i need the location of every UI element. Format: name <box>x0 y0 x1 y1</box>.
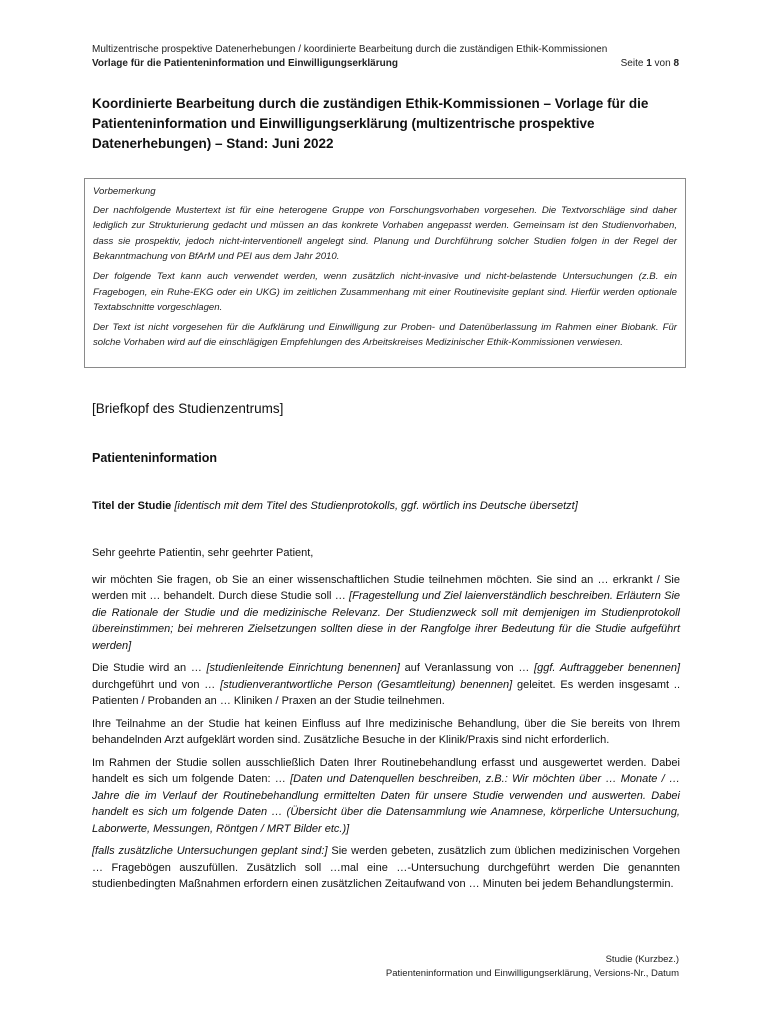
study-title-hint: [identisch mit dem Titel des Studienprotokolls, ggf. wörtlich ins Deutsche übersetzt] <box>174 500 578 512</box>
body-paragraph-2 <box>92 660 680 710</box>
p2-c: durchgeführt und von … <box>92 678 221 691</box>
body-paragraph-3: Ihre Teilnahme an der Studie hat keinen Einfluss auf Ihre medizinische Behandlung, über die Sie bereits von Ihrem behandelnden Arzt aufgeklärt worden sind. Zusätzliche Besuche in der Klinik/Praxis sind nicht erforderlich. <box>92 717 680 746</box>
p4-hint: [Daten und Datenquellen beschreiben, z.B.: Wir möchten über … Monate / … Jahre die im Verlauf der Routinebehandlung ermittelten Daten für unsere Studie verwenden und auswerten. Dabei handelt es sich um folgende Daten … (Übersicht über die Datensammlung wie Anamnese, körperliche Untersuchung, Laborwerte, Messungen, Röntgen / MRT Bilder etc.)] <box>92 773 681 835</box>
preliminary-note-box <box>84 178 686 368</box>
running-header-line2: Vorlage für die Patienteninformation und Einwilligungserklärung <box>92 58 398 69</box>
p2-a: Die Studie wird an … <box>92 662 207 674</box>
preliminary-paragraph-2: Der folgende Text kann auch verwendet werden, wenn zusätzlich nicht-invasive und nicht-belastende Untersuchungen (z.B. ein Fragebogen, ein Ruhe-EKG oder ein UKG) im zeitlichen Zusammenhang mit einer Routinevisite geplant sind. Hierfür werden optionale Textabschnitte vorgeschlagen. <box>93 270 677 314</box>
p5-hint: [falls zusätzliche Untersuchungen geplant sind:] <box>92 845 328 857</box>
page-number <box>621 58 679 69</box>
section-heading: Patienteninformation <box>92 451 218 465</box>
p1-hint: [Fragestellung und Ziel laienverständlich beschreiben. Erläutern Sie die Rationale der Studie und die medizinische Relevanz. Der Studienzweck soll mit demjenigen im Studienprotokoll übereinstimmen; bei mehreren Zielsetzungen sollten diese in der Rangfolge ihrer Bedeutung für die Studie aufgeführt werden] <box>92 590 681 652</box>
preliminary-heading: Vorbemerkung <box>93 186 156 197</box>
study-title-line <box>92 500 692 512</box>
page-mid: von <box>651 58 674 69</box>
page-current: 1 <box>646 58 652 69</box>
document-title: Koordinierte Bearbeitung durch die zuständigen Ethik-Kommissionen – Vorlage für die Patienteninformation und Einwilligungserklärung (multizentrische prospektive Datenerhebungen) – Stand: Juni 2022 <box>92 96 649 151</box>
p1-text: wir möchten Sie fragen, ob Sie an einer wissenschaftlichen Studie teilnehmen möchten. Sie sind an … erkrankt / Sie werden mit … behandelt. Durch diese Studie soll … <box>92 573 680 602</box>
p2-b: auf Veranlassung von … <box>399 662 535 674</box>
body-text <box>92 545 680 899</box>
salutation: Sehr geehrte Patientin, sehr geehrter Patient, <box>92 547 314 559</box>
p4-text: Im Rahmen der Studie sollen ausschließlich Daten Ihrer Routinebehandlung erfasst und ausgewertet werden. Dabei handelt es sich um folgende Daten: … <box>92 756 680 785</box>
p5-text: Sie werden gebeten, zusätzlich zum üblichen medizinischen Vorgehen … Fragebögen auszufüllen. Zusätzlich soll …mal eine …-Untersuchung durchgeführt werden Die genannten studienbedingten Maßnahmen erfordern einen zusätzlichen Zeitaufwand von … Minuten bei jedem Behandlungstermin. <box>92 845 680 890</box>
page-prefix: Seite <box>620 58 647 69</box>
study-title-label: Titel der Studie <box>92 500 172 512</box>
footer-line2: Patienteninformation und Einwilligungserklärung, Versions-Nr., Datum <box>385 968 679 979</box>
letterhead-placeholder: [Briefkopf des Studienzentrums] <box>92 401 284 416</box>
p2-hint3: [studienverantwortliche Person (Gesamtleitung) benennen] <box>220 678 513 691</box>
p2-d: geleitet. Es werden insgesamt .. Patienten / Probanden an … Kliniken / Praxen an der Studie teilnehmen. <box>92 678 681 707</box>
footer-line1: Studie (Kurzbez.) <box>605 954 679 965</box>
preliminary-paragraph-1: Der nachfolgende Mustertext ist für eine heterogene Gruppe von Forschungsvorhaben vorgesehen. Die Textvorschläge sind daher lediglich zur Strukturierung gedacht und müssen an das konkrete Vorhaben angepasst werden. Gemeinsam ist den Studienvorhaben, dass sie prospektiv, jedoch nicht-interventionell angelegt sind. Planung und Durchführung solcher Studien folgen in der Regel der Bekanntmachung von BfArM und PEI aus dem Jahr 2010. <box>93 204 677 263</box>
running-header-line1: Multizentrische prospektive Datenerhebungen / koordinierte Bearbeitung durch die zuständigen Ethik-Kommissionen <box>92 44 608 55</box>
body-paragraph-1 <box>92 572 680 655</box>
p2-hint2: [ggf. Auftraggeber benennen] <box>534 662 680 674</box>
body-paragraph-4 <box>92 755 680 838</box>
preliminary-paragraph-3: Der Text ist nicht vorgesehen für die Aufklärung und Einwilligung zur Proben- und Datenüberlassung im Rahmen einer Biobank. Für solche Vorhaben wird auf die einschlägigen Empfehlungen des Arbeitskreises Medizinischer Ethik-Kommissionen verwiesen. <box>93 321 677 349</box>
p2-hint1: [studienleitende Einrichtung benennen] <box>206 662 400 674</box>
page-total: 8 <box>673 58 679 69</box>
body-paragraph-5 <box>92 843 680 893</box>
